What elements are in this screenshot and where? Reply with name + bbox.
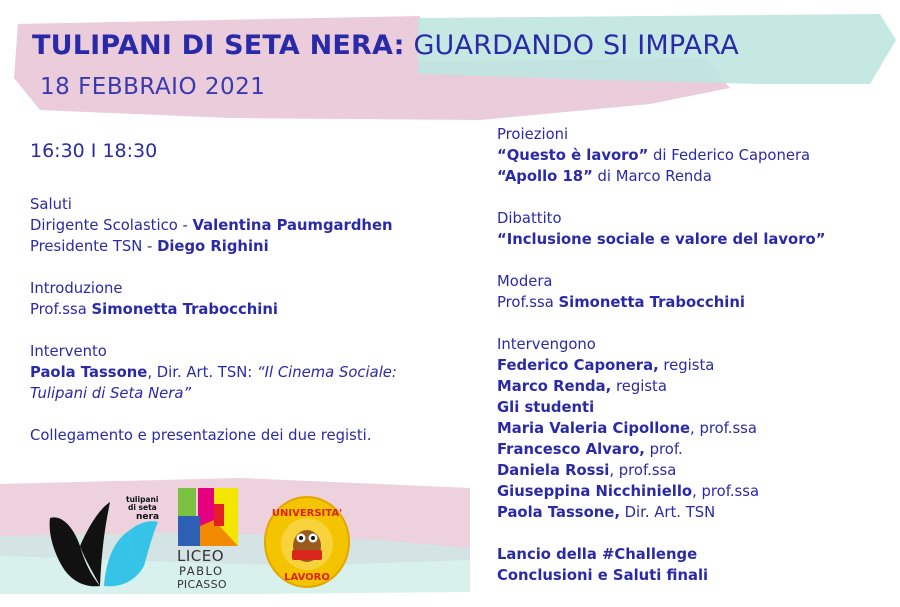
- universita-lavoro-logo: [262, 494, 352, 590]
- title-rest: GUARDANDO SI IMPARA: [413, 30, 739, 61]
- univ-text-top: UNIVERSITA': [271, 508, 343, 519]
- univ-owl-pupil-right: [311, 536, 315, 540]
- speaker-name: Giuseppina Nicchiniello: [497, 483, 693, 500]
- speaker-name: Francesco Alvaro,: [497, 441, 645, 458]
- saluti-name-2: Diego Righini: [157, 238, 269, 255]
- speaker-row: [497, 502, 897, 523]
- intervento-role: , Dir. Art. TSN:: [147, 364, 257, 381]
- introduzione-section: [30, 278, 450, 320]
- liceo-text-3: PICASSO: [177, 578, 227, 591]
- left-program-column: [30, 194, 450, 467]
- proiezioni-label: Proiezioni: [497, 126, 569, 143]
- modera-name: Simonetta Trabocchini: [558, 294, 745, 311]
- dibattito-title: “Inclusione sociale e valore del lavoro”: [497, 231, 826, 248]
- speaker-row: [497, 376, 897, 397]
- univ-text-bottom: LAVORO: [284, 572, 330, 583]
- title-bold: TULIPANI DI SETA NERA:: [32, 30, 405, 61]
- speaker-row: [497, 460, 897, 481]
- challenge-line: Lancio della #Challenge: [497, 546, 698, 563]
- modera-section: [497, 271, 897, 313]
- speaker-role: , prof.ssa: [690, 420, 757, 437]
- liceo-block-red: [214, 504, 224, 526]
- speaker-role: Dir. Art. TSN: [619, 504, 716, 521]
- saluti-role-1: Dirigente Scolastico -: [30, 217, 193, 234]
- proiezioni-section: [497, 124, 897, 187]
- page-title: [32, 30, 739, 61]
- film2-by: di Marco Renda: [592, 168, 712, 185]
- speaker-row: [497, 418, 897, 439]
- speaker-name: Federico Caponera,: [497, 357, 659, 374]
- film2-title: “Apollo 18”: [497, 168, 593, 185]
- modera-label: Modera: [497, 273, 553, 290]
- intervento-name: Paola Tassone: [30, 364, 148, 381]
- speaker-row: [497, 439, 897, 460]
- speaker-row: [497, 355, 897, 376]
- tsn-logo-text-1: tulipani: [126, 495, 159, 504]
- tsn-logo-text-3: nera: [136, 512, 160, 522]
- intro-role: Prof.ssa: [30, 301, 92, 318]
- event-date: 18 FEBBRAIO 2021: [40, 74, 266, 100]
- liceo-text-2: PABLO: [179, 564, 224, 578]
- speaker-row: [497, 397, 897, 418]
- collegamento-text: Collegamento e presentazione dei due registi.: [30, 427, 372, 444]
- speaker-name: Maria Valeria Cipollone: [497, 420, 691, 437]
- dibattito-section: [497, 208, 897, 250]
- conclusioni-line: Conclusioni e Saluti finali: [497, 567, 709, 584]
- saluti-name-1: Valentina Paumgardhen: [192, 217, 393, 234]
- liceo-picasso-logo: [174, 486, 246, 592]
- collegamento-section: [30, 425, 450, 446]
- speaker-name: Marco Renda,: [497, 378, 612, 395]
- closing-section: [497, 544, 897, 586]
- tsn-tulip-logo: [44, 488, 166, 592]
- right-program-column: [497, 124, 897, 607]
- speaker-name: Gli studenti: [497, 399, 595, 416]
- univ-owl-book: [292, 550, 322, 560]
- film1-title: “Questo è lavoro”: [497, 147, 649, 164]
- dibattito-label: Dibattito: [497, 210, 562, 227]
- speaker-role: , prof.ssa: [609, 462, 677, 479]
- intro-label: Introduzione: [30, 280, 123, 297]
- speaker-role: , prof.ssa: [692, 483, 760, 500]
- tsn-logo-text-2: di seta: [128, 503, 157, 512]
- intervento-title-1: “Il Cinema Sociale:: [256, 364, 397, 381]
- saluti-role-2: Presidente TSN -: [30, 238, 158, 255]
- event-time: 16:30 I 18:30: [30, 140, 158, 162]
- speaker-name: Paola Tassone,: [497, 504, 620, 521]
- speaker-role: prof.: [644, 441, 683, 458]
- modera-role: Prof.ssa: [497, 294, 559, 311]
- saluti-section: [30, 194, 450, 257]
- intro-name: Simonetta Trabocchini: [91, 301, 278, 318]
- saluti-label: Saluti: [30, 196, 72, 213]
- intervengono-label: Intervengono: [497, 336, 596, 353]
- intervengono-section: [497, 334, 897, 523]
- intervento-section: [30, 341, 450, 404]
- speaker-role: regista: [658, 357, 715, 374]
- speaker-role: regista: [611, 378, 667, 395]
- liceo-text-1: LICEO: [177, 547, 225, 565]
- speaker-name: Daniela Rossi: [497, 462, 610, 479]
- univ-owl-pupil-left: [299, 536, 303, 540]
- intervento-title-2: Tulipani di Seta Nera”: [30, 385, 192, 402]
- intervento-label: Intervento: [30, 343, 107, 360]
- liceo-block-blue: [178, 516, 200, 546]
- film1-by: di Federico Caponera: [648, 147, 811, 164]
- speaker-row: [497, 481, 897, 502]
